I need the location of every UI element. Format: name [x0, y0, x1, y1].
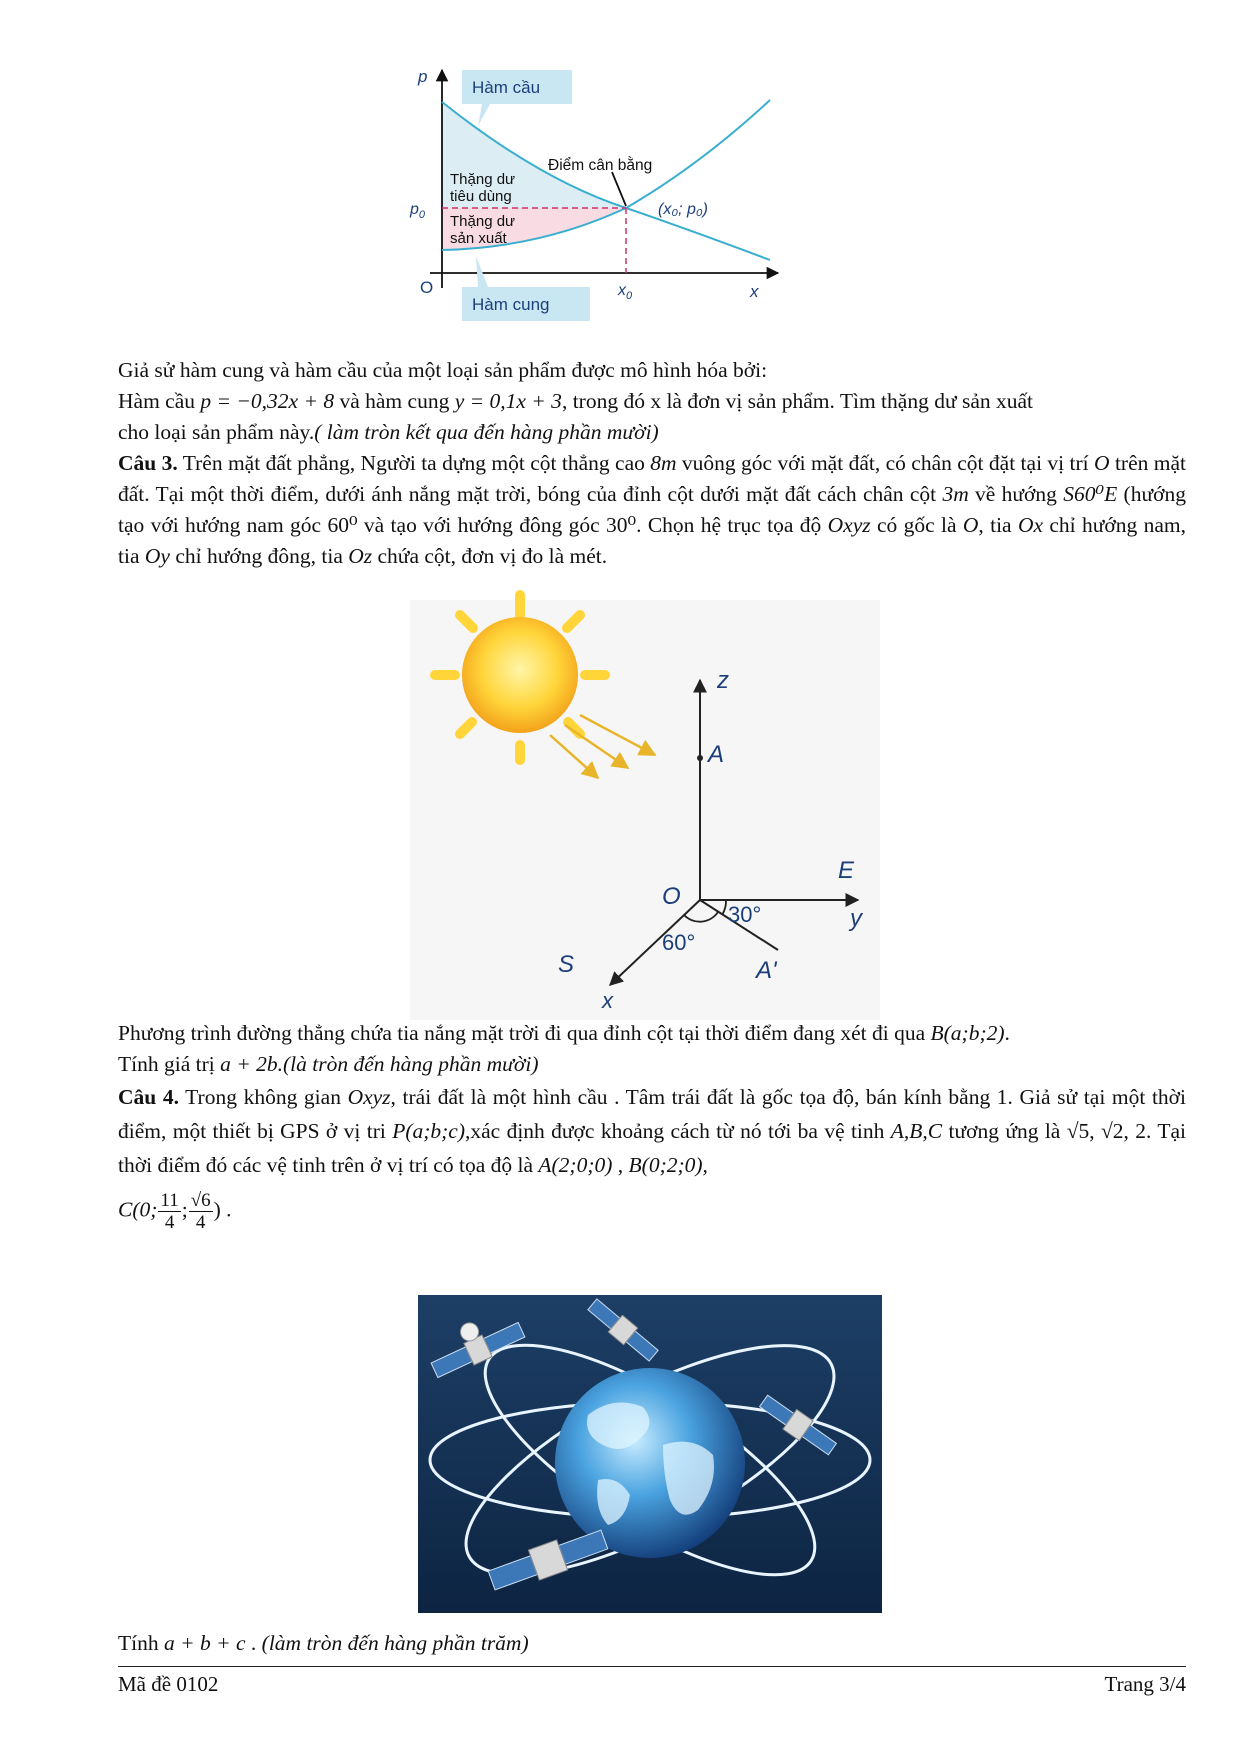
origin-o-label: O: [662, 883, 681, 910]
east-label: E: [838, 857, 855, 884]
demand-formula: p = −0,32x + 8: [200, 389, 335, 413]
question-4: Câu 4. Trong không gian Oxyz, trái đất là một hình cầu . Tâm trái đất là gốc tọa độ, bán kính bằng 1. Giả sử tại một thời điểm, một thiết bị GPS ở vị tri P(a;b;c),xác định được khoảng cách từ nó tới ba vệ tinh A,B,C tương ứng là √5, √2, 2. Tại thời điểm đó các vệ tinh trên ở vị trí có tọa độ là A(2;0;0) , B(0;2;0), C(0; $\frac{11}{4}$ ; $\frac{√6}{4}$ ) .: [118, 1085, 1187, 1233]
footer-divider: [118, 1666, 1186, 1667]
point-a-marker: [697, 755, 703, 761]
consumer-surplus-label-1: Thặng dư: [450, 171, 516, 188]
sun-axes-figure: [410, 600, 880, 1020]
equilibrium-pointer: [612, 172, 626, 206]
producer-surplus-label-2: sản xuất: [450, 230, 507, 247]
demand-label: Hàm cầu: [472, 78, 541, 97]
x0-sub: 0: [626, 290, 633, 302]
z-axis-label: z: [717, 667, 729, 694]
supply-demand-figure: [410, 60, 870, 350]
origin-label: O: [420, 278, 434, 297]
x-axis-label: x: [750, 282, 759, 301]
intro-line-3: cho loại sản phẩm này.( làm tròn kết qua đến hàng phần mười): [118, 420, 659, 444]
rounding-note-q4: (làm tròn đến hàng phần trăm): [261, 1631, 529, 1655]
p0-sub: 0: [418, 209, 426, 221]
question-3-label: Câu 3.: [118, 451, 178, 475]
point-a-label: A: [708, 741, 725, 768]
angle-30-label: 30°: [728, 902, 762, 927]
point-a-prime-label: A': [756, 957, 777, 984]
earth-globe: [555, 1368, 745, 1558]
question-4-label: Câu 4.: [118, 1085, 179, 1109]
svg-text:x0: [617, 282, 633, 302]
intro-line-2: Hàm cầu p = −0,32x + 8 và hàm cung y = 0,1x + 3, trong đó x là đơn vị sản phẩm. Tìm thặng dư sản xuất: [118, 389, 1034, 413]
earth-satellites-figure: [418, 1295, 882, 1613]
y-axis-label: y: [850, 905, 862, 932]
supply-formula: y = 0,1x + 3: [454, 389, 562, 413]
point-b-formula: B(a;b;2): [930, 1021, 1005, 1045]
question-3: Câu 3. Trên mặt đất phẳng, Người ta dựng một cột thẳng cao 8m vuông góc với mặt đất, có chân cột đặt tại vị trí O trên mặt đất. Tại một thời điểm, dưới ánh nắng mặt trời, bóng của đỉnh cột dưới mặt đất cách chân cột 3m về hướng S60⁰E (hướng tạo với hướng nam góc 60⁰ và tạo với hướng đông góc 30⁰. Chọn hệ trục tọa độ Oxyz có gốc là O, tia Ox chỉ hướng nam, tia Oy chỉ hướng đông, tia Oz chứa cột, đơn vị đo là mét.: [118, 451, 1187, 568]
p0-label: p: [410, 201, 419, 218]
x0-label: x: [618, 282, 626, 299]
svg-text:p0: [409, 201, 426, 221]
question-4-final: Tính a + b + c . (làm tròn đến hàng phần trăm): [118, 1631, 529, 1655]
distances: √5, √2, 2: [1066, 1119, 1147, 1143]
consumer-surplus-label-2: tiêu dùng: [450, 188, 512, 205]
rounding-note: ( làm tròn kết qua đến hàng phần mười): [314, 420, 659, 444]
equilibrium-point-label: (x₀; p₀): [658, 201, 708, 218]
page-number: Trang 3/4: [1104, 1672, 1186, 1696]
south-label: S: [558, 951, 575, 978]
supply-label-tail: [476, 256, 488, 287]
demand-label-tail: [478, 104, 490, 126]
intro-paragraph: [118, 355, 1186, 448]
x-axis-label: x: [602, 988, 613, 1013]
intro-line-1: Giả sử hàm cung và hàm cầu của một loại sản phẩm được mô hình hóa bởi:: [118, 358, 768, 382]
angle-60-label: 60°: [662, 930, 696, 955]
producer-surplus-label-1: Thặng dư: [450, 213, 516, 230]
exam-code: Mã đề 0102: [118, 1672, 219, 1696]
rounding-note-q3: .(là tròn đến hàng phần mười): [277, 1052, 539, 1076]
p-axis-label: p: [418, 67, 428, 86]
question-3-continuation: Phương trình đường thẳng chứa tia nắng mặt trời đi qua đỉnh cột tại thời điểm đang xét đi qua B(a;b;2). Tính giá trị a + 2b.(là tròn đến hàng phần mười): [118, 1021, 1010, 1076]
supply-label: Hàm cung: [472, 295, 550, 314]
point-c-coordinates: C(0; $\frac{11}{4}$ ; $\frac{√6}{4}$ ) .: [118, 1190, 232, 1233]
equilibrium-label: Điểm cân bằng: [548, 157, 653, 174]
